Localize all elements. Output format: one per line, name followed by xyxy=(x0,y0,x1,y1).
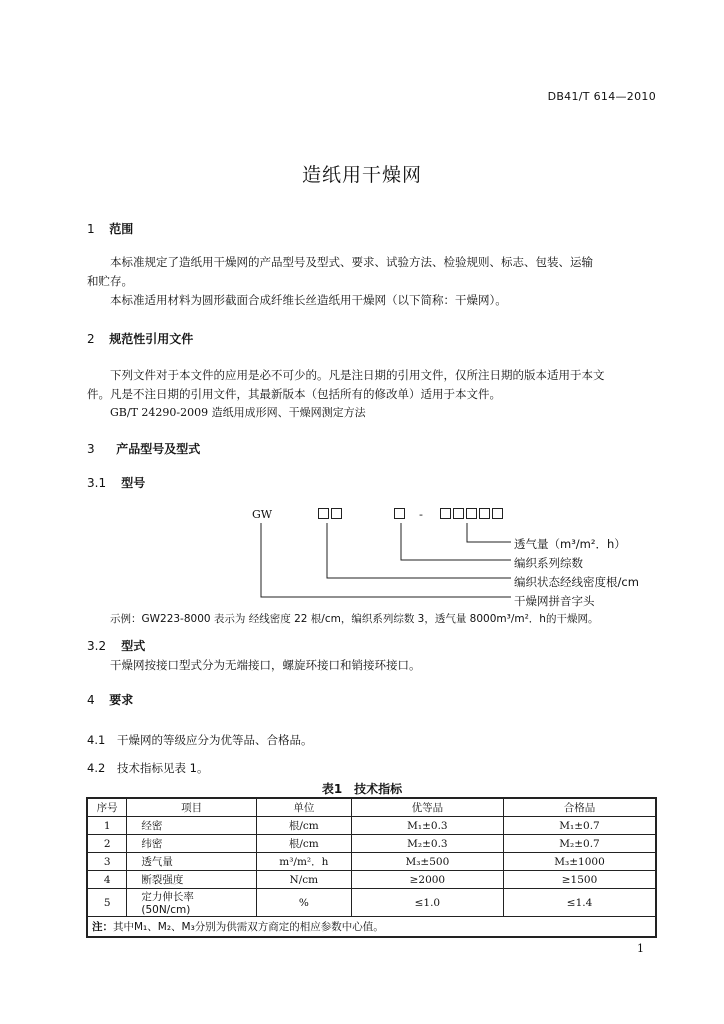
standard-code: DB41/T 614—2010 xyxy=(547,90,656,103)
section-number: 3.1 xyxy=(87,476,107,490)
clause-number: 4.2 xyxy=(87,761,106,775)
table-row xyxy=(87,817,656,835)
note-label: 注： xyxy=(92,921,113,933)
cell-item: 定力伸长率 (50N/cm) xyxy=(127,889,257,917)
section-1-paragraph-2: 本标准适用材料为圆形截面合成纤维长丝造纸用干燥网（以下简称：干燥网）。 xyxy=(110,293,507,307)
section-1-heading xyxy=(87,220,133,237)
header-cell: 单位 xyxy=(256,798,351,817)
document-title: 造纸用干燥网 xyxy=(301,164,422,186)
cell-premium: M₁±0.3 xyxy=(351,817,503,835)
text-line: 本标准规定了造纸用干燥网的产品型号及型式、要求、试验方法、检验规则、标志、包装、运输 xyxy=(110,255,593,269)
code-dash: - xyxy=(419,508,423,521)
table-row xyxy=(87,871,656,889)
table-note-row xyxy=(87,917,656,938)
normative-reference: GB/T 24290-2009 造纸用成形网、干燥网测定方法 xyxy=(110,406,366,419)
section-2-paragraph-1 xyxy=(87,366,659,385)
example-label: 示例： xyxy=(110,613,142,625)
note-text: 其中M₁、M₂、M₃分别为供需双方商定的相应参数中心值。 xyxy=(113,921,384,933)
section-title: 型式 xyxy=(121,639,146,653)
technical-index-table xyxy=(86,797,657,938)
cell-premium: M₃±500 xyxy=(351,853,503,871)
section-4-heading xyxy=(87,691,133,708)
cell-index: 4 xyxy=(87,871,127,889)
section-3-heading xyxy=(87,440,200,457)
cell-premium: ≥2000 xyxy=(351,871,503,889)
table-header-row xyxy=(87,798,656,817)
cell-premium: M₂±0.3 xyxy=(351,835,503,853)
section-title: 型号 xyxy=(121,476,146,490)
cell-premium: ≤1.0 xyxy=(351,889,503,917)
section-title: 要求 xyxy=(109,693,134,707)
section-3-2-heading xyxy=(87,637,145,654)
clause-text: 技术指标见表 1。 xyxy=(117,761,209,775)
model-example xyxy=(110,611,598,626)
section-number: 2 xyxy=(87,332,95,346)
cell-index: 5 xyxy=(87,889,127,917)
cell-qualified: M₁±0.7 xyxy=(504,817,656,835)
cell-index: 2 xyxy=(87,835,127,853)
cell-unit: 根/cm xyxy=(256,817,351,835)
table-note xyxy=(87,917,656,938)
header-cell: 合格品 xyxy=(504,798,656,817)
clause-4-1 xyxy=(87,731,313,750)
legend-heddle-count: 编织系列综数 xyxy=(514,556,583,570)
cell-qualified: ≥1500 xyxy=(504,871,656,889)
legend-permeability: 透气量（m³/m²．h） xyxy=(514,537,626,551)
table-row xyxy=(87,853,656,871)
page-number: 1 xyxy=(637,942,644,955)
cell-qualified: ≤1.4 xyxy=(504,889,656,917)
leader-permeability xyxy=(467,523,511,542)
cell-unit: % xyxy=(256,889,351,917)
cell-qualified: M₂±0.7 xyxy=(504,835,656,853)
cell-item: 纬密 xyxy=(127,835,257,853)
cell-unit: m³/m²．h xyxy=(256,853,351,871)
table-caption: 表1 技术指标 xyxy=(321,782,403,796)
section-2-paragraph-1-cont: 件。凡是不注日期的引用文件，其最新版本（包括所有的修改单）适用于本文件。 xyxy=(87,387,501,401)
section-1-paragraph-1-cont: 和贮存。 xyxy=(87,274,133,288)
code-prefix: GW xyxy=(252,508,273,521)
table-row xyxy=(87,889,656,917)
example-text: GW223-8000 表示为 经线密度 22 根/cm，编织系列综数 3，透气量 8000m³/m²．h的干燥网。 xyxy=(141,613,599,625)
section-3-2-paragraph: 干燥网按接口型式分为无端接口，螺旋环接口和销接环接口。 xyxy=(110,658,421,672)
section-title: 范围 xyxy=(109,222,134,236)
cell-qualified: M₃±1000 xyxy=(504,853,656,871)
cell-item: 透气量 xyxy=(127,853,257,871)
section-number: 3.2 xyxy=(87,639,107,653)
section-title: 规范性引用文件 xyxy=(109,332,194,346)
header-cell: 优等品 xyxy=(351,798,503,817)
header-cell: 项目 xyxy=(127,798,257,817)
cell-index: 3 xyxy=(87,853,127,871)
text-line: 下列文件对于本文件的应用是必不可少的。凡是注日期的引用文件，仅所注日期的版本适用于本文 xyxy=(110,368,605,382)
section-number: 1 xyxy=(87,222,95,236)
cell-item: 经密 xyxy=(127,817,257,835)
clause-number: 4.1 xyxy=(87,733,106,747)
section-1-paragraph-1 xyxy=(87,253,659,272)
cell-unit: 根/cm xyxy=(256,835,351,853)
cell-index: 1 xyxy=(87,817,127,835)
clause-text: 干燥网的等级应分为优等品、合格品。 xyxy=(117,733,313,747)
leader-density xyxy=(327,523,511,578)
section-3-1-heading xyxy=(87,474,145,491)
header-cell: 序号 xyxy=(87,798,127,817)
legend-warp-density: 编织状态经线密度根/cm xyxy=(514,575,639,589)
section-title: 产品型号及型式 xyxy=(116,442,201,456)
cell-item: 断裂强度 xyxy=(127,871,257,889)
clause-4-2 xyxy=(87,759,208,778)
code-leader-lines xyxy=(255,518,515,608)
legend-prefix: 干燥网拼音字头 xyxy=(514,594,595,608)
cell-unit: N/cm xyxy=(256,871,351,889)
table-row xyxy=(87,835,656,853)
section-number: 3 xyxy=(87,442,95,456)
section-2-heading xyxy=(87,330,193,347)
section-number: 4 xyxy=(87,693,95,707)
